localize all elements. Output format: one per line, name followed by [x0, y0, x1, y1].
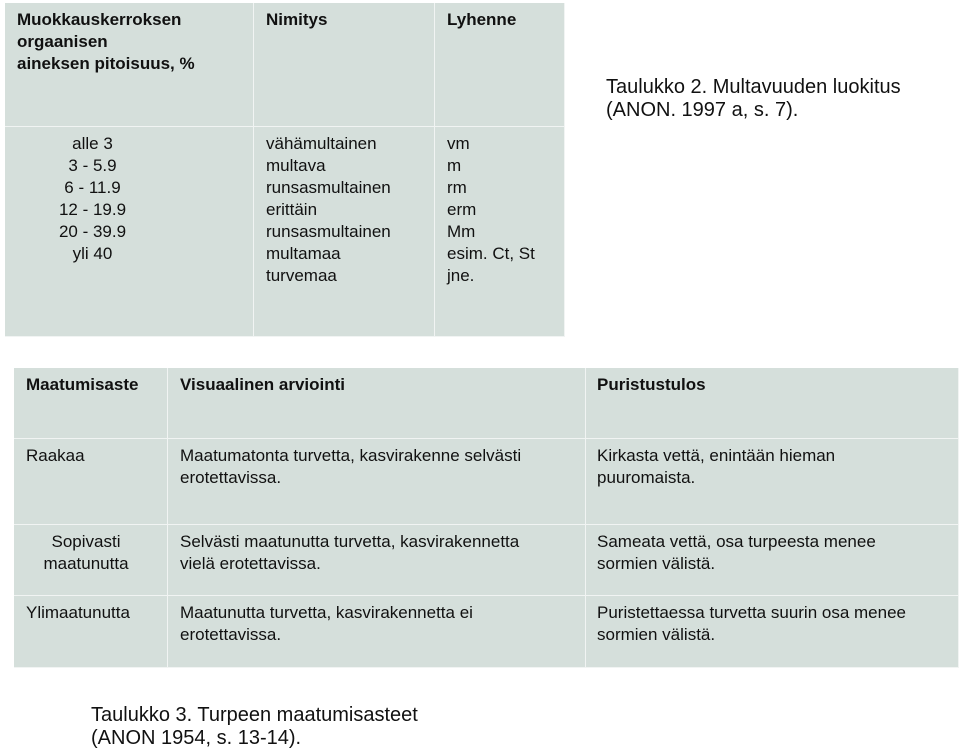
value: 20 - 39.9 [58, 222, 127, 241]
table3-row3-visual [168, 596, 586, 668]
value: 3 - 5.9 [68, 156, 117, 175]
value: erm [447, 200, 477, 219]
value: turvemaa [266, 266, 337, 285]
table2-name-values [254, 127, 435, 337]
cell-line: Ylimaatunutta [26, 603, 130, 622]
header-line: Muokkauskerroksen [17, 10, 182, 29]
header-label: Puristustulos [597, 375, 706, 394]
cell-line: vielä erotettavissa. [180, 554, 321, 573]
caption-line: Taulukko 3. Turpeen maatumisasteet [91, 704, 418, 726]
cell-line: Sameata vettä, osa turpeesta menee [597, 532, 876, 551]
value: alle 3 [72, 134, 113, 153]
cell-line: puuromaista. [597, 468, 696, 487]
value: rm [447, 178, 467, 197]
table3-row1-press [586, 439, 959, 525]
cell-line: erotettavissa. [180, 468, 282, 487]
value: multava [266, 156, 326, 175]
table2-header-abbr [435, 3, 565, 127]
value: 12 - 19.9 [58, 200, 127, 219]
table2-content-values [5, 127, 254, 337]
table3-row2-press [586, 525, 959, 596]
caption-line: (ANON 1954, s. 13-14). [91, 727, 302, 749]
cell-line: sormien välistä. [597, 554, 716, 573]
cell-line: Sopivasti [51, 532, 121, 551]
table2-abbr-values [435, 127, 565, 337]
value: esim. Ct, St [447, 244, 535, 263]
value: Mm [447, 222, 476, 241]
table3-header-visual [168, 368, 586, 439]
header-label: Visuaalinen arviointi [180, 375, 346, 394]
cell-line: Maatunutta turvetta, kasvirakennetta ei [180, 603, 473, 622]
value: 6 - 11.9 [64, 178, 121, 197]
cell-line: Selvästi maatunutta turvetta, kasvirakennetta [180, 532, 520, 551]
table3-row2-stage [14, 525, 168, 596]
table3-row1-stage [14, 439, 168, 525]
caption-line: (ANON. 1997 a, s. 7). [606, 99, 799, 121]
value: m [447, 156, 462, 175]
table2-caption [606, 76, 901, 122]
value: runsasmultainen [266, 222, 391, 241]
value: erittäin [266, 200, 318, 219]
table3-caption [91, 704, 418, 750]
cell-line: maatunutta [43, 554, 129, 573]
table3-header-stage [14, 368, 168, 439]
value: vm [447, 134, 470, 153]
cell-line: Maatumatonta turvetta, kasvirakenne selvästi [180, 446, 522, 465]
value: vähämultainen [266, 134, 377, 153]
table2-header-content [5, 3, 254, 127]
value: runsasmultainen [266, 178, 391, 197]
cell-line: Puristettaessa turvetta suurin osa menee [597, 603, 906, 622]
cell-line: Raakaa [26, 446, 85, 465]
cell-line: sormien välistä. [597, 625, 716, 644]
header-line: aineksen pitoisuus, % [17, 54, 195, 73]
table2-header-name [254, 3, 435, 127]
table3-row1-visual [168, 439, 586, 525]
header-label: Lyhenne [447, 10, 517, 29]
table3-row3-stage [14, 596, 168, 668]
value: jne. [447, 266, 475, 285]
cell-line: erotettavissa. [180, 625, 282, 644]
table3-header-press [586, 368, 959, 439]
value: yli 40 [72, 244, 113, 263]
header-label: Maatumisaste [26, 375, 139, 394]
caption-line: Taulukko 2. Multavuuden luokitus [606, 76, 901, 98]
header-label: Nimitys [266, 10, 328, 29]
header-line: orgaanisen [17, 32, 108, 51]
cell-line: Kirkasta vettä, enintään hieman [597, 446, 836, 465]
table3-row2-visual [168, 525, 586, 596]
table3-row3-press [586, 596, 959, 668]
value: multamaa [266, 244, 341, 263]
